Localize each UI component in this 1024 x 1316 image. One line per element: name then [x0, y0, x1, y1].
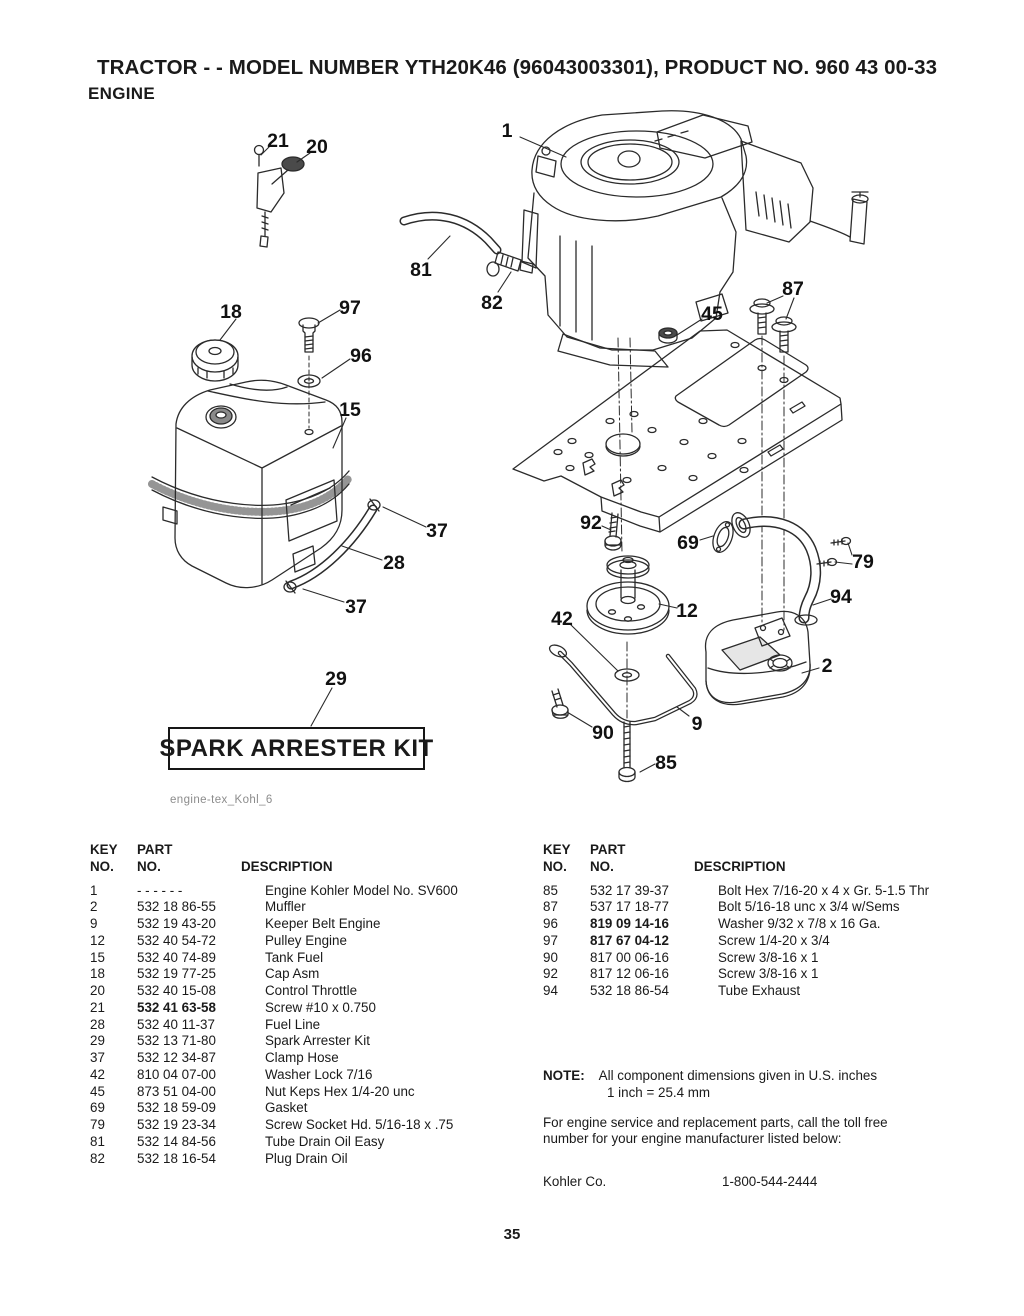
leader-line-42: [570, 624, 618, 671]
part-description: Tube Exhaust: [718, 983, 801, 998]
leader-line-81: [428, 236, 450, 259]
part-row: [90, 983, 530, 1000]
callout-12: 12: [676, 600, 698, 622]
engine-plate-drawing: [513, 330, 842, 532]
table-header: [543, 842, 1003, 876]
leader-line-97: [318, 310, 340, 323]
part-key: 87: [543, 899, 558, 915]
belt-keeper-drawing: [548, 643, 696, 723]
part-row: [90, 933, 530, 950]
muffler-drawing: [706, 611, 811, 704]
part-key: 92: [543, 966, 558, 982]
part-row: [90, 1050, 530, 1067]
callout-82: 82: [481, 292, 503, 314]
part-number: 532 40 54-72: [137, 932, 216, 948]
part-row: [90, 1100, 530, 1117]
leader-line-12: [659, 604, 677, 608]
part-description: Clamp Hose: [265, 1050, 339, 1065]
part-key: 28: [90, 1016, 105, 1032]
service-text-line2: number for your engine manufacturer listed below:: [543, 1131, 842, 1147]
part-key: 81: [90, 1133, 105, 1149]
page-number: 35: [503, 1226, 521, 1243]
leader-line-69: [700, 536, 713, 540]
callout-2: 2: [821, 655, 833, 677]
part-description: Screw 1/4-20 x 3/4: [718, 932, 830, 948]
callout-21: 21: [267, 130, 289, 152]
part-key: 96: [543, 916, 558, 931]
fuel-cap-drawing: [192, 340, 238, 381]
header-part-no: NO.: [137, 858, 161, 874]
bolt-87-drawing: [750, 299, 796, 352]
fuel-tank-drawing: [152, 380, 349, 587]
leader-line-37: [303, 589, 344, 602]
part-row: [543, 916, 1003, 933]
callout-87: 87: [782, 278, 804, 300]
part-row: [90, 899, 530, 916]
part-description: Engine Kohler Model No. SV600: [265, 882, 458, 898]
part-description: Washer 9/32 x 7/8 x 16 Ga.: [718, 916, 881, 931]
note-text: All component dimensions given in U.S. inches: [598, 1068, 878, 1083]
note-conversion: 1 inch = 25.4 mm: [607, 1084, 711, 1100]
part-row: [90, 966, 530, 983]
part-description: Bolt 5/16-18 unc x 3/4 w/Sems: [718, 899, 900, 915]
part-row: [543, 899, 1003, 916]
callout-79: 79: [852, 551, 874, 573]
part-key: 1: [90, 882, 98, 898]
part-description: Fuel Line: [265, 1016, 321, 1032]
part-number: 817 00 06-16: [590, 949, 669, 965]
part-description: Keeper Belt Engine: [265, 916, 381, 931]
page-subtitle: ENGINE: [88, 84, 155, 103]
part-description: Screw 3/8-16 x 1: [718, 949, 819, 965]
part-description: Muffler: [265, 899, 306, 915]
engine-drawing: [522, 111, 868, 367]
part-number: 532 17 39-37: [590, 882, 669, 898]
part-number: 532 19 77-25: [137, 966, 216, 982]
part-number: 532 18 86-55: [137, 899, 216, 915]
callout-37: 37: [426, 520, 448, 542]
screw-85-drawing: [619, 722, 635, 782]
part-number: 537 17 18-77: [590, 899, 669, 915]
page-title: TRACTOR - - MODEL NUMBER YTH20K46 (96043003301), PRODUCT NO. 960 43 00-33: [97, 56, 938, 79]
part-number: 817 67 04-12: [590, 932, 669, 948]
header-description: DESCRIPTION: [694, 858, 786, 874]
part-key: 42: [90, 1066, 105, 1082]
part-description: Screw #10 x 0.750: [265, 999, 376, 1015]
callout-9: 9: [691, 713, 703, 735]
part-key: 9: [90, 916, 98, 931]
header-key: KEY: [543, 842, 571, 857]
part-key: 90: [543, 949, 558, 965]
leader-line-15: [333, 418, 346, 448]
part-row: [543, 883, 1003, 900]
part-row: [90, 1134, 530, 1151]
fuel-line-drawing: [284, 499, 380, 593]
header-key: KEY: [90, 842, 118, 857]
part-key: 15: [90, 949, 105, 965]
callout-42: 42: [551, 608, 573, 630]
part-key: 12: [90, 932, 105, 948]
leader-line-85: [640, 764, 655, 772]
service-text-line1: For engine service and replacement parts, call the toll free: [543, 1114, 888, 1130]
leader-line-79: [835, 562, 852, 564]
part-number: - - - - - -: [137, 882, 183, 898]
leader-line-87: [767, 296, 783, 303]
callout-45: 45: [701, 303, 723, 325]
manufacturer-phone: 1-800-544-2444: [722, 1174, 818, 1190]
callout-96: 96: [350, 345, 372, 367]
callout-18: 18: [220, 301, 242, 323]
part-row: [90, 1067, 530, 1084]
part-row: [543, 983, 1003, 1000]
pulley-drawing: [587, 556, 669, 634]
part-key: 20: [90, 983, 105, 998]
part-description: Plug Drain Oil: [265, 1150, 348, 1166]
part-number: 532 18 86-54: [590, 983, 669, 998]
part-description: Tank Fuel: [265, 949, 324, 965]
note-label: NOTE:: [543, 1068, 585, 1083]
header-part: PART: [137, 842, 173, 857]
part-row: [90, 1000, 530, 1017]
part-description: Bolt Hex 7/16-20 x 4 x Gr. 5-1.5 Thr: [718, 882, 930, 898]
part-key: 18: [90, 966, 105, 982]
part-key: 79: [90, 1117, 105, 1132]
screw-92-drawing: [605, 513, 621, 550]
part-number: 532 40 11-37: [137, 1016, 215, 1032]
callout-37: 37: [345, 596, 367, 618]
header-key-no: NO.: [543, 858, 567, 874]
callout-90: 90: [592, 722, 614, 744]
throttle-control-drawing: [255, 146, 305, 248]
part-number: 532 41 63-58: [137, 999, 216, 1015]
callout-85: 85: [655, 752, 677, 774]
header-description: DESCRIPTION: [241, 858, 333, 874]
part-row: [90, 1151, 530, 1168]
part-number: 817 12 06-16: [590, 966, 669, 982]
part-description: Pulley Engine: [265, 932, 347, 948]
part-description: Gasket: [265, 1100, 308, 1116]
part-description: Washer Lock 7/16: [265, 1066, 373, 1082]
callout-29: 29: [325, 668, 347, 690]
part-row: [90, 1017, 530, 1034]
leader-line-87: [786, 298, 794, 319]
part-key: 21: [90, 999, 105, 1015]
part-description: Screw Socket Hd. 5/16-18 x .75: [265, 1117, 454, 1132]
part-number: 532 18 16-54: [137, 1150, 216, 1166]
screw-97-washer-96-drawing: [298, 318, 320, 428]
leader-line-9: [677, 707, 689, 716]
bolt-90-drawing: [552, 689, 568, 718]
parts-table-left: [90, 842, 530, 1167]
callout-1: 1: [501, 120, 513, 142]
part-row: [543, 933, 1003, 950]
leader-line-29: [311, 688, 332, 726]
part-key: 45: [90, 1083, 105, 1099]
part-key: 94: [543, 983, 558, 998]
part-row: [90, 1117, 530, 1134]
callout-15: 15: [339, 399, 361, 421]
part-key: 2: [90, 899, 98, 915]
part-key: 69: [90, 1100, 105, 1116]
callout-20: 20: [306, 136, 328, 158]
callout-94: 94: [830, 586, 852, 608]
part-row: [543, 950, 1003, 967]
figure-caption: engine-tex_Kohl_6: [170, 794, 273, 806]
callout-92: 92: [580, 512, 602, 534]
part-row: [90, 1084, 530, 1101]
header-key-no: NO.: [90, 858, 114, 874]
part-key: 29: [90, 1033, 105, 1049]
part-description: Screw 3/8-16 x 1: [718, 966, 819, 982]
header-part-no: NO.: [590, 858, 614, 874]
part-key: 82: [90, 1150, 105, 1166]
part-description: Cap Asm: [265, 966, 320, 982]
part-number: 532 12 34-87: [137, 1050, 216, 1065]
part-number: 873 51 04-00: [137, 1083, 216, 1099]
part-row: [90, 916, 530, 933]
nut-45-drawing: [659, 328, 677, 343]
part-number: 819 09 14-16: [590, 916, 669, 931]
callout-81: 81: [410, 259, 432, 281]
part-row: [90, 883, 530, 900]
part-row: [90, 1033, 530, 1050]
part-key: 97: [543, 932, 558, 948]
part-description: Tube Drain Oil Easy: [265, 1133, 385, 1149]
part-row: [543, 966, 1003, 983]
header-part: PART: [590, 842, 626, 857]
spark-arrester-kit-label: SPARK ARRESTER KIT: [159, 734, 434, 762]
part-key: 85: [543, 882, 558, 898]
part-number: 532 40 74-89: [137, 949, 216, 965]
part-key: 37: [90, 1050, 105, 1065]
leader-line-82: [498, 272, 511, 292]
callout-69: 69: [677, 532, 699, 554]
callout-97: 97: [339, 297, 361, 319]
note-block: [543, 1068, 993, 1191]
leader-line-94: [813, 599, 831, 605]
callout-28: 28: [383, 552, 405, 574]
part-number: 810 04 07-00: [137, 1066, 216, 1082]
leader-line-90: [567, 712, 592, 727]
part-description: Spark Arrester Kit: [265, 1033, 370, 1049]
part-number: 532 14 84-56: [137, 1133, 216, 1149]
part-number: 532 19 43-20: [137, 916, 216, 931]
leader-line-28: [342, 546, 382, 560]
part-row: [90, 950, 530, 967]
part-description: Nut Keps Hex 1/4-20 unc: [265, 1083, 415, 1099]
part-description: Control Throttle: [265, 983, 358, 998]
manufacturer-name: Kohler Co.: [543, 1174, 607, 1190]
part-number: 532 13 71-80: [137, 1033, 216, 1049]
leader-line-37: [383, 507, 426, 527]
table-header: [90, 842, 530, 876]
spark-arrester-kit-box: [159, 727, 434, 770]
parts-table-right: [543, 842, 1003, 1000]
part-number: 532 19 23-34: [137, 1117, 216, 1132]
leader-line-96: [322, 359, 350, 378]
part-number: 532 40 15-08: [137, 983, 216, 998]
part-number: 532 18 59-09: [137, 1100, 216, 1116]
